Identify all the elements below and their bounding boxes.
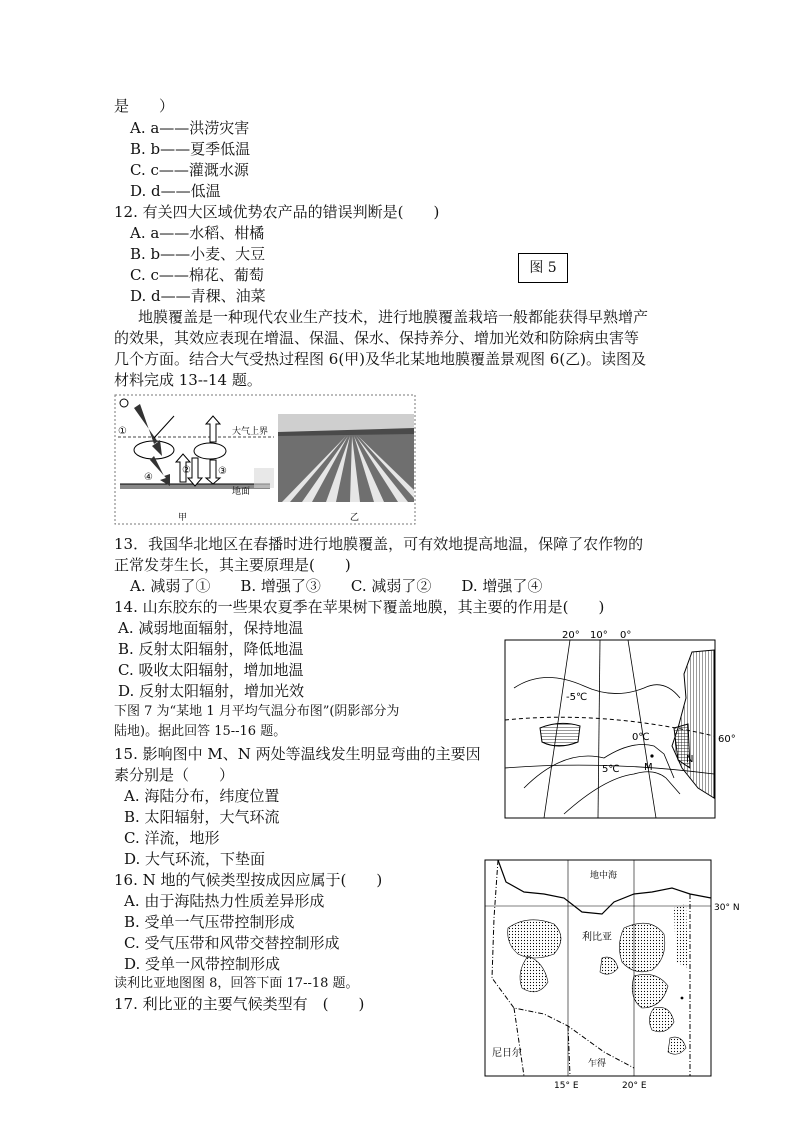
q13-options: A. 减弱了① B. 增强了③ C. 减弱了② D. 增强了④ [130,577,543,595]
q12-option-a: A. a——水稻、柑橘 [130,224,265,242]
isotherm-0-label: 0℃ [632,732,650,743]
chad-label: 乍得 [588,1059,607,1069]
q16-option-c: C. 受气压带和风带交替控制形成 [124,934,340,952]
q16-option-d: D. 受单一风带控制形成 [124,955,281,973]
q14-option-d: D. 反射太阳辐射，增加光效 [118,682,305,700]
mediterranean-label: 地中海 [590,871,618,881]
passage-line-4: 材料完成 13--14 题。 [114,371,262,389]
fig7-intro-2: 陆地)。据此回答 15--16 题。 [114,724,287,739]
region-5 [674,904,688,968]
q17-stem: 17. 利比亚的主要气候类型有 ( ) [114,995,365,1013]
passage-line-1: 地膜覆盖是一种现代农业生产技术，进行地膜覆盖栽培一般都能获得早熟增产 [138,308,649,326]
caption-jia: 甲 [178,513,188,523]
label-n: N [686,754,694,765]
q11-stem-end: 是 ） [114,97,175,115]
label-4: ④ [144,472,153,483]
lon-10-label: 10° [590,630,608,641]
fig7-intro-1: 下图 7 为“某地 1 月平均气温分布图”(阴影部分为 [114,704,400,719]
q14-option-b: B. 反射太阳辐射，降低地温 [118,640,304,658]
q16-stem: 16. N 地的气候类型按成因应属于( ) [114,871,383,889]
label-1: ① [118,426,127,437]
label-3: ③ [218,466,227,477]
q14-option-a: A. 减弱地面辐射，保持地温 [118,619,304,637]
q15-option-c: C. 洋流，地形 [124,829,220,847]
atmosphere-top-label: 大气上界 [232,427,269,437]
q11-option-a: A. a——洪涝灾害 [130,119,250,137]
libya-label: 利比亚 [582,932,612,943]
lon-20-label: 20° [562,630,580,641]
q13-stem-1: 13．我国华北地区在春播时进行地膜覆盖，可有效地提高地温，保障了农作物的 [114,535,644,553]
caption-yi: 乙 [350,513,360,523]
q15-option-b: B. 太阳辐射，大气环流 [124,808,280,826]
q12-option-d: D. d——青稞、油菜 [130,287,266,305]
plastic-mulch-field-photo [278,414,414,502]
lon-0-label: 0° [620,630,632,641]
q15-stem-2: 素分别是（ ） [114,766,235,784]
figure-8-libya-map [484,858,746,1092]
land-island [540,723,580,746]
lat-30n-label: 30° N [714,903,740,913]
isotherm-5-label: 5℃ [602,764,620,775]
q15-option-a: A. 海陆分布，纬度位置 [124,787,280,805]
ground-label: 地面 [232,487,251,497]
atmosphere-heating-diagram [118,399,274,497]
sun-icon [120,399,128,407]
q15-option-d: D. 大气环流，下垫面 [124,850,266,868]
q12-option-b: B. b——小麦、大豆 [130,245,266,263]
cloud-icon [194,443,226,459]
fig8-intro: 读利比亚地图图 8，回答下面 17--18 题。 [114,976,359,991]
q12-stem: 12. 有关四大区域优势农产品的错误判断是( ) [114,203,440,221]
q16-option-a: A. 由于海陆热力性质差异形成 [124,892,325,910]
q11-option-d: D. d——低温 [130,182,221,200]
label-2: ② [182,465,191,476]
lat-60-label: 60° [718,734,736,745]
passage-line-2: 的效果，其效应表现在增温、保温、保水、保持养分、增加光效和防除病虫害等 [114,329,640,347]
region-3 [619,923,664,972]
figure-5-label: 图 5 [518,253,568,283]
region-1 [508,920,561,958]
q11-option-b: B. b——夏季低温 [130,140,251,158]
niger-label: 尼日尔 [492,1048,522,1059]
isotherm-minus5-label: -5℃ [566,692,588,703]
q16-option-b: B. 受单一气压带控制形成 [124,913,295,931]
figure-6 [114,394,416,525]
q13-stem-2: 正常发芽生长，其主要原理是( ) [114,556,351,574]
outgoing-radiation-arrow [206,416,220,442]
q14-stem: 14. 山东胶东的一些果农夏季在苹果树下覆盖地膜，其主要的作用是( ) [114,598,605,616]
q11-option-c: C. c——灌溉水源 [130,161,249,179]
q15-stem-1: 15. 影响图中 M、N 两处等温线发生明显弯曲的主要因 [114,745,481,763]
point-m [650,754,653,757]
lon-15e-label: 15° E [554,1081,579,1091]
ground-absorption-arrow [150,456,170,486]
q12-option-c: C. c——棉花、葡萄 [130,266,264,284]
lon-20e-label: 20° E [622,1081,647,1091]
passage-line-3: 几个方面。结合大气受热过程图 6(甲)及华北某地地膜覆盖景观图 6(乙)。读图及 [114,350,647,368]
figure-7-isotherm-map [504,628,744,820]
q14-option-c: C. 吸收太阳辐射，增加地温 [118,661,304,679]
label-m: M [644,762,653,773]
